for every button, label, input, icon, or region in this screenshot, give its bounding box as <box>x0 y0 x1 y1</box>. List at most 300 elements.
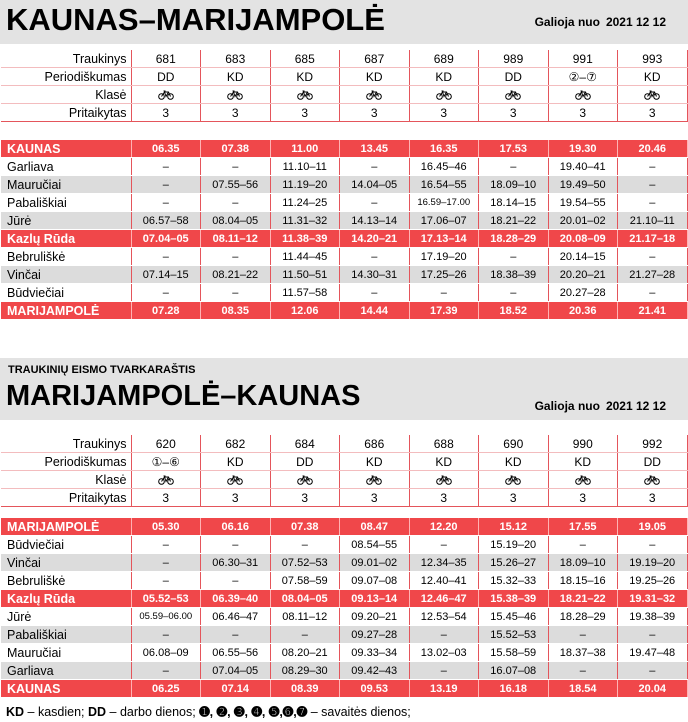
time-cell: 14.13–14 <box>340 212 410 230</box>
time-cell: – <box>201 158 271 176</box>
time-cell: 11.00 <box>270 140 340 158</box>
legend-kd-text: – kasdien; <box>24 705 88 719</box>
time-cell: 11.38–39 <box>270 230 340 248</box>
legend-dd-text: – darbo dienos; <box>106 705 200 719</box>
bicycle-icon <box>479 471 549 489</box>
train-number: 684 <box>270 435 340 453</box>
info-label-train: Traukinys <box>1 435 131 453</box>
time-cell: 09.20–21 <box>340 608 410 626</box>
time-cell: 06.46–47 <box>201 608 271 626</box>
info-row-adapted <box>1 489 687 507</box>
time-cell: – <box>131 626 201 644</box>
bicycle-icon <box>270 471 340 489</box>
station-name: Garliava <box>1 158 131 176</box>
time-cell: 12.46–47 <box>409 590 479 608</box>
time-cell: 17.13–14 <box>409 230 479 248</box>
schedule-row <box>1 248 687 266</box>
time-cell: 17.39 <box>409 302 479 320</box>
time-cell: 12.40–41 <box>409 572 479 590</box>
time-cell: 17.53 <box>479 140 549 158</box>
train-number: 689 <box>409 50 479 68</box>
time-cell: 13.45 <box>340 140 410 158</box>
time-cell: 11.19–20 <box>270 176 340 194</box>
time-cell: – <box>479 158 549 176</box>
time-cell: 16.18 <box>479 680 549 698</box>
adapted-value: 3 <box>409 104 479 122</box>
time-cell: – <box>131 248 201 266</box>
bicycle-icon <box>548 86 618 104</box>
info-row-klase <box>1 471 687 489</box>
time-cell: – <box>340 248 410 266</box>
time-cell: 15.12 <box>479 518 549 536</box>
bicycle-icon <box>340 471 410 489</box>
time-cell: 09.01–02 <box>340 554 410 572</box>
legend-kd: KD <box>6 705 25 719</box>
time-cell: 05.52–53 <box>131 590 201 608</box>
time-cell: 05.30 <box>131 518 201 536</box>
time-cell: 13.02–03 <box>409 644 479 662</box>
bicycle-icon <box>618 471 688 489</box>
time-cell: 06.25 <box>131 680 201 698</box>
time-cell: 19.19–20 <box>618 554 688 572</box>
info-label-klase: Klasė <box>1 471 131 489</box>
time-cell: – <box>340 284 410 302</box>
bottom-header <box>0 358 688 420</box>
top-valid <box>529 15 666 29</box>
time-cell: 08.21–22 <box>201 266 271 284</box>
time-cell: 11.24–25 <box>270 194 340 212</box>
time-cell: 11.31–32 <box>270 212 340 230</box>
periodicity: ②–⑦ <box>548 68 618 86</box>
time-cell: 06.55–56 <box>201 644 271 662</box>
time-cell: – <box>618 284 688 302</box>
time-cell: 19.40–41 <box>548 158 618 176</box>
time-cell: – <box>131 176 201 194</box>
train-number: 685 <box>270 50 340 68</box>
periodicity: KD <box>270 68 340 86</box>
time-cell: 20.27–28 <box>548 284 618 302</box>
station-name: Būdviečiai <box>1 284 131 302</box>
time-cell: 08.11–12 <box>201 230 271 248</box>
top-header <box>0 0 688 44</box>
time-cell: 07.52–53 <box>270 554 340 572</box>
info-row-period <box>1 68 687 86</box>
info-label-train: Traukinys <box>1 50 131 68</box>
time-cell: 18.09–10 <box>479 176 549 194</box>
time-cell: 08.47 <box>340 518 410 536</box>
time-cell: 19.54–55 <box>548 194 618 212</box>
time-cell: 16.35 <box>409 140 479 158</box>
train-number: 682 <box>201 435 271 453</box>
periodicity: DD <box>618 453 688 471</box>
schedule-row <box>1 662 687 680</box>
schedule-row <box>1 608 687 626</box>
time-cell: 08.04–05 <box>201 212 271 230</box>
train-number: 991 <box>548 50 618 68</box>
train-number: 620 <box>131 435 201 453</box>
time-cell: 14.20–21 <box>340 230 410 248</box>
info-row-period <box>1 453 687 471</box>
time-cell: – <box>548 626 618 644</box>
time-cell: 19.47–48 <box>618 644 688 662</box>
train-number: 989 <box>479 50 549 68</box>
time-cell: 18.38–39 <box>479 266 549 284</box>
info-label-period: Periodiškumas <box>1 68 131 86</box>
time-cell: 18.21–22 <box>548 590 618 608</box>
time-cell: – <box>131 662 201 680</box>
schedule-row <box>1 518 687 536</box>
time-cell: 07.55–56 <box>201 176 271 194</box>
info-row-adapted <box>1 104 687 122</box>
adapted-value: 3 <box>548 104 618 122</box>
schedule-row <box>1 212 687 230</box>
periodicity: KD <box>340 453 410 471</box>
schedule-row <box>1 284 687 302</box>
time-cell: 17.19–20 <box>409 248 479 266</box>
time-cell: – <box>201 284 271 302</box>
time-cell: 15.52–53 <box>479 626 549 644</box>
station-name: Vinčai <box>1 554 131 572</box>
station-name: MARIJAMPOLĖ <box>1 518 131 536</box>
time-cell: 07.04–05 <box>201 662 271 680</box>
info-label-period: Periodiškumas <box>1 453 131 471</box>
bottom-valid-label: Galioja nuo <box>534 399 600 413</box>
schedule-row <box>1 158 687 176</box>
station-name: Mauručiai <box>1 644 131 662</box>
schedule-row <box>1 266 687 284</box>
time-cell: 16.07–08 <box>479 662 549 680</box>
info-row-klase <box>1 86 687 104</box>
time-cell: 09.13–14 <box>340 590 410 608</box>
time-cell: 18.15–16 <box>548 572 618 590</box>
time-cell: 09.27–28 <box>340 626 410 644</box>
info-label-adapted: Pritaikytas <box>1 489 131 507</box>
top-valid-label: Galioja nuo <box>534 15 600 29</box>
time-cell: – <box>340 194 410 212</box>
time-cell: – <box>479 248 549 266</box>
train-number: 688 <box>409 435 479 453</box>
time-cell: – <box>131 158 201 176</box>
station-name: MARIJAMPOLĖ <box>1 302 131 320</box>
time-cell: – <box>201 572 271 590</box>
time-cell: – <box>618 176 688 194</box>
time-cell: 15.45–46 <box>479 608 549 626</box>
time-cell: – <box>548 662 618 680</box>
schedule-row <box>1 176 687 194</box>
time-cell: – <box>479 284 549 302</box>
time-cell: 20.46 <box>618 140 688 158</box>
train-number: 990 <box>548 435 618 453</box>
bicycle-icon <box>409 471 479 489</box>
station-name: Jūrė <box>1 608 131 626</box>
legend-dd: DD <box>88 705 107 719</box>
time-cell: – <box>409 662 479 680</box>
periodicity: DD <box>131 68 201 86</box>
periodicity: KD <box>409 68 479 86</box>
schedule-row <box>1 626 687 644</box>
adapted-value: 3 <box>340 489 410 507</box>
station-name: Garliava <box>1 662 131 680</box>
station-name: Pabališkiai <box>1 194 131 212</box>
time-cell: 07.58–59 <box>270 572 340 590</box>
time-cell: 15.19–20 <box>479 536 549 554</box>
time-cell: 12.34–35 <box>409 554 479 572</box>
time-cell: 11.44–45 <box>270 248 340 266</box>
time-cell: 07.28 <box>131 302 201 320</box>
bicycle-icon <box>201 86 271 104</box>
time-cell: – <box>270 626 340 644</box>
time-cell: – <box>131 554 201 572</box>
station-name: KAUNAS <box>1 140 131 158</box>
time-cell: – <box>270 536 340 554</box>
bicycle-icon <box>201 471 271 489</box>
top-info-table <box>1 50 688 122</box>
time-cell: 09.07–08 <box>340 572 410 590</box>
time-cell: – <box>131 284 201 302</box>
time-cell: 14.30–31 <box>340 266 410 284</box>
schedule-row <box>1 194 687 212</box>
station-name: Pabališkiai <box>1 626 131 644</box>
time-cell: 07.14–15 <box>131 266 201 284</box>
time-cell: – <box>618 536 688 554</box>
adapted-value: 3 <box>479 489 549 507</box>
info-label-klase: Klasė <box>1 86 131 104</box>
time-cell: 09.53 <box>340 680 410 698</box>
time-cell: 14.04–05 <box>340 176 410 194</box>
time-cell: 20.14–15 <box>548 248 618 266</box>
station-name: Bebruliškė <box>1 572 131 590</box>
time-cell: 15.58–59 <box>479 644 549 662</box>
time-cell: 06.16 <box>201 518 271 536</box>
time-cell: 07.14 <box>201 680 271 698</box>
time-cell: 20.36 <box>548 302 618 320</box>
schedule-row <box>1 230 687 248</box>
time-cell: – <box>409 626 479 644</box>
time-cell: 12.20 <box>409 518 479 536</box>
time-cell: 07.38 <box>270 518 340 536</box>
bottom-title: MARIJAMPOLĖ–KAUNAS <box>6 380 361 412</box>
schedule-row <box>1 644 687 662</box>
periodicity: KD <box>409 453 479 471</box>
adapted-value: 3 <box>548 489 618 507</box>
time-cell: – <box>548 536 618 554</box>
bottom-valid <box>529 399 666 413</box>
bottom-valid-date: 2021 12 12 <box>605 399 666 413</box>
time-cell: 15.38–39 <box>479 590 549 608</box>
time-cell: 08.29–30 <box>270 662 340 680</box>
time-cell: 18.14–15 <box>479 194 549 212</box>
train-number: 992 <box>618 435 688 453</box>
time-cell: – <box>201 626 271 644</box>
time-cell: 11.57–58 <box>270 284 340 302</box>
time-cell: 14.44 <box>340 302 410 320</box>
time-cell: 16.45–46 <box>409 158 479 176</box>
time-cell: 09.42–43 <box>340 662 410 680</box>
periodicity: DD <box>270 453 340 471</box>
adapted-value: 3 <box>340 104 410 122</box>
time-cell: 06.35 <box>131 140 201 158</box>
adapted-value: 3 <box>201 104 271 122</box>
time-cell: 18.37–38 <box>548 644 618 662</box>
time-cell: 21.10–11 <box>618 212 688 230</box>
time-cell: 21.41 <box>618 302 688 320</box>
adapted-value: 3 <box>618 104 688 122</box>
time-cell: 18.28–29 <box>548 608 618 626</box>
schedule-row <box>1 302 687 320</box>
time-cell: 15.32–33 <box>479 572 549 590</box>
time-cell: 16.54–55 <box>409 176 479 194</box>
time-cell: 19.49–50 <box>548 176 618 194</box>
bicycle-icon <box>479 86 549 104</box>
station-name: KAUNAS <box>1 680 131 698</box>
bicycle-icon <box>131 86 201 104</box>
schedule-row <box>1 680 687 698</box>
time-cell: 06.39–40 <box>201 590 271 608</box>
time-cell: 07.04–05 <box>131 230 201 248</box>
train-number: 681 <box>131 50 201 68</box>
top-valid-date: 2021 12 12 <box>605 15 666 29</box>
adapted-value: 3 <box>618 489 688 507</box>
periodicity: KD <box>479 453 549 471</box>
time-cell: 19.05 <box>618 518 688 536</box>
bottom-subtitle: TRAUKINIŲ EISMO TVARKARAŠTIS <box>8 364 196 376</box>
time-cell: 15.26–27 <box>479 554 549 572</box>
station-name: Kazlų Rūda <box>1 230 131 248</box>
time-cell: 21.27–28 <box>618 266 688 284</box>
time-cell: 17.06–07 <box>409 212 479 230</box>
time-cell: 19.30 <box>548 140 618 158</box>
schedule-row <box>1 590 687 608</box>
train-number: 690 <box>479 435 549 453</box>
schedule-row <box>1 536 687 554</box>
time-cell: – <box>618 662 688 680</box>
time-cell: 18.28–29 <box>479 230 549 248</box>
time-cell: 08.11–12 <box>270 608 340 626</box>
periodicity: KD <box>201 453 271 471</box>
time-cell: 21.17–18 <box>618 230 688 248</box>
train-number: 683 <box>201 50 271 68</box>
adapted-value: 3 <box>409 489 479 507</box>
time-cell: 09.33–34 <box>340 644 410 662</box>
time-cell: – <box>201 248 271 266</box>
time-cell: 08.39 <box>270 680 340 698</box>
time-cell: – <box>618 248 688 266</box>
time-cell: 11.10–11 <box>270 158 340 176</box>
time-cell: 20.08–09 <box>548 230 618 248</box>
legend-days: ➊, ➋, ➌, ➍, ➎,➏,➐ <box>199 705 308 719</box>
top-schedule-table <box>1 140 688 320</box>
adapted-value: 3 <box>131 489 201 507</box>
time-cell: 16.59–17.00 <box>409 194 479 212</box>
schedule-row <box>1 572 687 590</box>
bottom-schedule-table <box>1 518 688 698</box>
schedule-row <box>1 140 687 158</box>
station-name: Kazlų Rūda <box>1 590 131 608</box>
info-row-train <box>1 435 687 453</box>
bicycle-icon <box>618 86 688 104</box>
time-cell: 13.19 <box>409 680 479 698</box>
time-cell: 06.08–09 <box>131 644 201 662</box>
legend-footer <box>6 704 411 719</box>
periodicity: KD <box>201 68 271 86</box>
adapted-value: 3 <box>270 489 340 507</box>
time-cell: 19.31–32 <box>618 590 688 608</box>
adapted-value: 3 <box>479 104 549 122</box>
station-name: Bebruliškė <box>1 248 131 266</box>
time-cell: – <box>618 158 688 176</box>
time-cell: 07.38 <box>201 140 271 158</box>
bicycle-icon <box>409 86 479 104</box>
time-cell: – <box>409 284 479 302</box>
time-cell: 12.06 <box>270 302 340 320</box>
train-number: 993 <box>618 50 688 68</box>
station-name: Jūrė <box>1 212 131 230</box>
time-cell: – <box>618 626 688 644</box>
time-cell: 20.20–21 <box>548 266 618 284</box>
time-cell: – <box>201 536 271 554</box>
periodicity: ①–⑥ <box>131 453 201 471</box>
adapted-value: 3 <box>201 489 271 507</box>
time-cell: 08.20–21 <box>270 644 340 662</box>
bicycle-icon <box>548 471 618 489</box>
time-cell: – <box>409 536 479 554</box>
periodicity: KD <box>548 453 618 471</box>
adapted-value: 3 <box>131 104 201 122</box>
train-number: 686 <box>340 435 410 453</box>
time-cell: 18.09–10 <box>548 554 618 572</box>
time-cell: – <box>131 572 201 590</box>
time-cell: 20.01–02 <box>548 212 618 230</box>
schedule-row <box>1 554 687 572</box>
time-cell: 05.59–06.00 <box>131 608 201 626</box>
info-row-train <box>1 50 687 68</box>
time-cell: – <box>131 536 201 554</box>
bicycle-icon <box>131 471 201 489</box>
time-cell: 11.50–51 <box>270 266 340 284</box>
station-name: Mauručiai <box>1 176 131 194</box>
time-cell: 12.53–54 <box>409 608 479 626</box>
periodicity: DD <box>479 68 549 86</box>
time-cell: 19.38–39 <box>618 608 688 626</box>
time-cell: – <box>340 158 410 176</box>
adapted-value: 3 <box>270 104 340 122</box>
time-cell: 17.55 <box>548 518 618 536</box>
time-cell: 19.25–26 <box>618 572 688 590</box>
time-cell: – <box>201 194 271 212</box>
periodicity: KD <box>618 68 688 86</box>
time-cell: 18.52 <box>479 302 549 320</box>
top-title: KAUNAS–MARIJAMPOLĖ <box>6 2 385 37</box>
time-cell: 08.35 <box>201 302 271 320</box>
station-name: Būdviečiai <box>1 536 131 554</box>
time-cell: – <box>131 194 201 212</box>
time-cell: 18.54 <box>548 680 618 698</box>
time-cell: 08.04–05 <box>270 590 340 608</box>
bicycle-icon <box>270 86 340 104</box>
station-name: Vinčai <box>1 266 131 284</box>
time-cell: 06.57–58 <box>131 212 201 230</box>
bicycle-icon <box>340 86 410 104</box>
periodicity: KD <box>340 68 410 86</box>
time-cell: 06.30–31 <box>201 554 271 572</box>
time-cell: 08.54–55 <box>340 536 410 554</box>
info-label-adapted: Pritaikytas <box>1 104 131 122</box>
legend-days-text: – savaitės dienos; <box>307 705 411 719</box>
bottom-info-table <box>1 435 688 507</box>
time-cell: 18.21–22 <box>479 212 549 230</box>
time-cell: 20.04 <box>618 680 688 698</box>
time-cell: – <box>618 194 688 212</box>
